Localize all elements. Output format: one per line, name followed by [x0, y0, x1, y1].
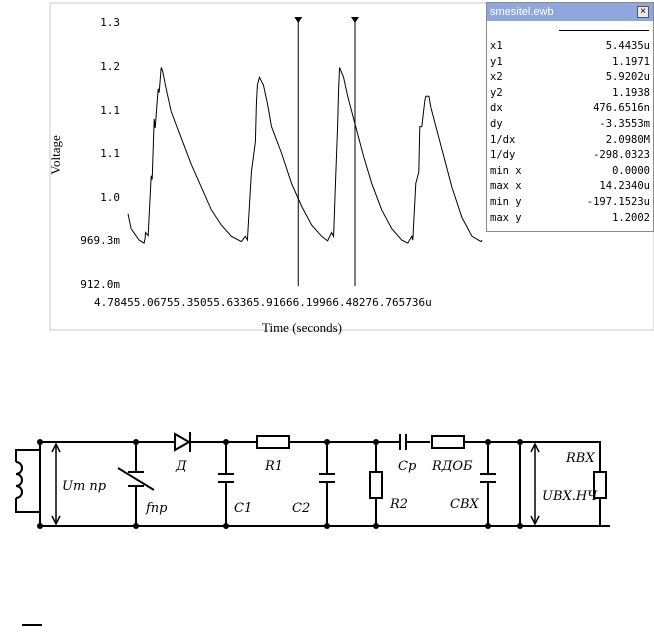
y-tick-label: 1.1 [100, 147, 120, 160]
readout-row [490, 101, 650, 117]
y-axis-label: Voltage [48, 135, 63, 175]
readout-row [490, 39, 650, 55]
label-r1: R1 [265, 459, 284, 474]
readout-key: y2 [490, 86, 503, 99]
divider [559, 30, 649, 31]
readout-key: x2 [490, 71, 503, 84]
readout-row [490, 148, 650, 164]
cursor-handle-icon[interactable] [294, 17, 302, 23]
y-tick-label: 1.3 [100, 16, 120, 29]
readout-key: 1/dy [490, 149, 516, 162]
readout-key: min x [490, 164, 522, 177]
y-tick-label: 1.2 [100, 60, 120, 73]
readout-value: 2.0980M [605, 133, 650, 146]
y-tick-label: 912.0m [80, 278, 120, 291]
cursor-handle-icon[interactable] [351, 17, 359, 23]
readout-key: 1/dx [490, 133, 516, 146]
readout-value: 5.4435u [605, 40, 650, 52]
readout-value: -197.1523u [586, 195, 650, 208]
y-tick-label: 1.1 [100, 104, 120, 117]
readout-key: max x [490, 180, 522, 193]
window-title: smesitel.ewb [490, 6, 554, 18]
resistor-r2-icon [370, 472, 382, 498]
readout-row [490, 164, 650, 180]
readout-row [490, 55, 650, 71]
label-c1: C1 [234, 501, 253, 516]
junction-dots [37, 439, 523, 529]
readout-key: y1 [490, 55, 503, 68]
y-tick-label: 1.0 [100, 191, 120, 204]
window-title-bar[interactable] [487, 3, 653, 21]
cursor-readout-window[interactable] [486, 2, 654, 232]
label-r2: R2 [390, 497, 409, 512]
readout-row [490, 211, 650, 227]
readout-list [490, 39, 650, 226]
readout-row [490, 133, 650, 149]
label-c2: C2 [292, 501, 311, 516]
readout-key: max y [490, 211, 522, 224]
readout-value: 1.1971 [612, 55, 650, 68]
readout-row [490, 70, 650, 86]
diode-icon [175, 432, 190, 452]
readout-key: min y [490, 195, 522, 208]
readout-value: 1.1938 [612, 86, 650, 99]
readout-value: -3.3553m [599, 117, 650, 130]
label-cp: Cр [398, 459, 417, 474]
close-icon[interactable]: × [637, 6, 649, 18]
readout-row [490, 195, 650, 211]
readout-row [490, 179, 650, 195]
readout-key: dx [490, 102, 503, 115]
readout-key: dy [490, 117, 503, 130]
resistor-r1-icon [257, 436, 289, 448]
readout-value: 1.2002 [612, 211, 650, 224]
label-f: fпр [146, 501, 168, 516]
resistor-rdob-icon [432, 436, 464, 448]
label-diode: Д [176, 459, 187, 474]
readout-key: x1 [490, 40, 503, 52]
x-axis-label: Time (seconds) [261, 320, 343, 335]
readout-value: 0.0000 [612, 164, 650, 177]
readout-row [490, 117, 650, 133]
readout-row [490, 86, 650, 102]
readout-value: 5.9202u [605, 71, 650, 84]
label-cin: CВХ [450, 497, 479, 512]
label-um: Um пр [62, 479, 107, 494]
readout-value: 476.6516n [593, 102, 650, 115]
circuit-diagram [0, 420, 654, 560]
label-rdob: RДОБ [432, 459, 473, 474]
readout-value: 14.2340u [599, 180, 650, 193]
y-tick-label: 969.3m [80, 234, 120, 247]
dash-mark [22, 624, 42, 626]
y-tick-labels [80, 16, 120, 291]
readout-value: -298.0323 [593, 149, 650, 162]
label-uout: UВХ.НЧ [542, 489, 598, 504]
label-rin: RВХ [566, 451, 595, 466]
x-tick-labels: 4.78455.06755.35055.63365.91666.19966.48276.765736u [94, 296, 432, 309]
voltage-trace [128, 68, 482, 244]
